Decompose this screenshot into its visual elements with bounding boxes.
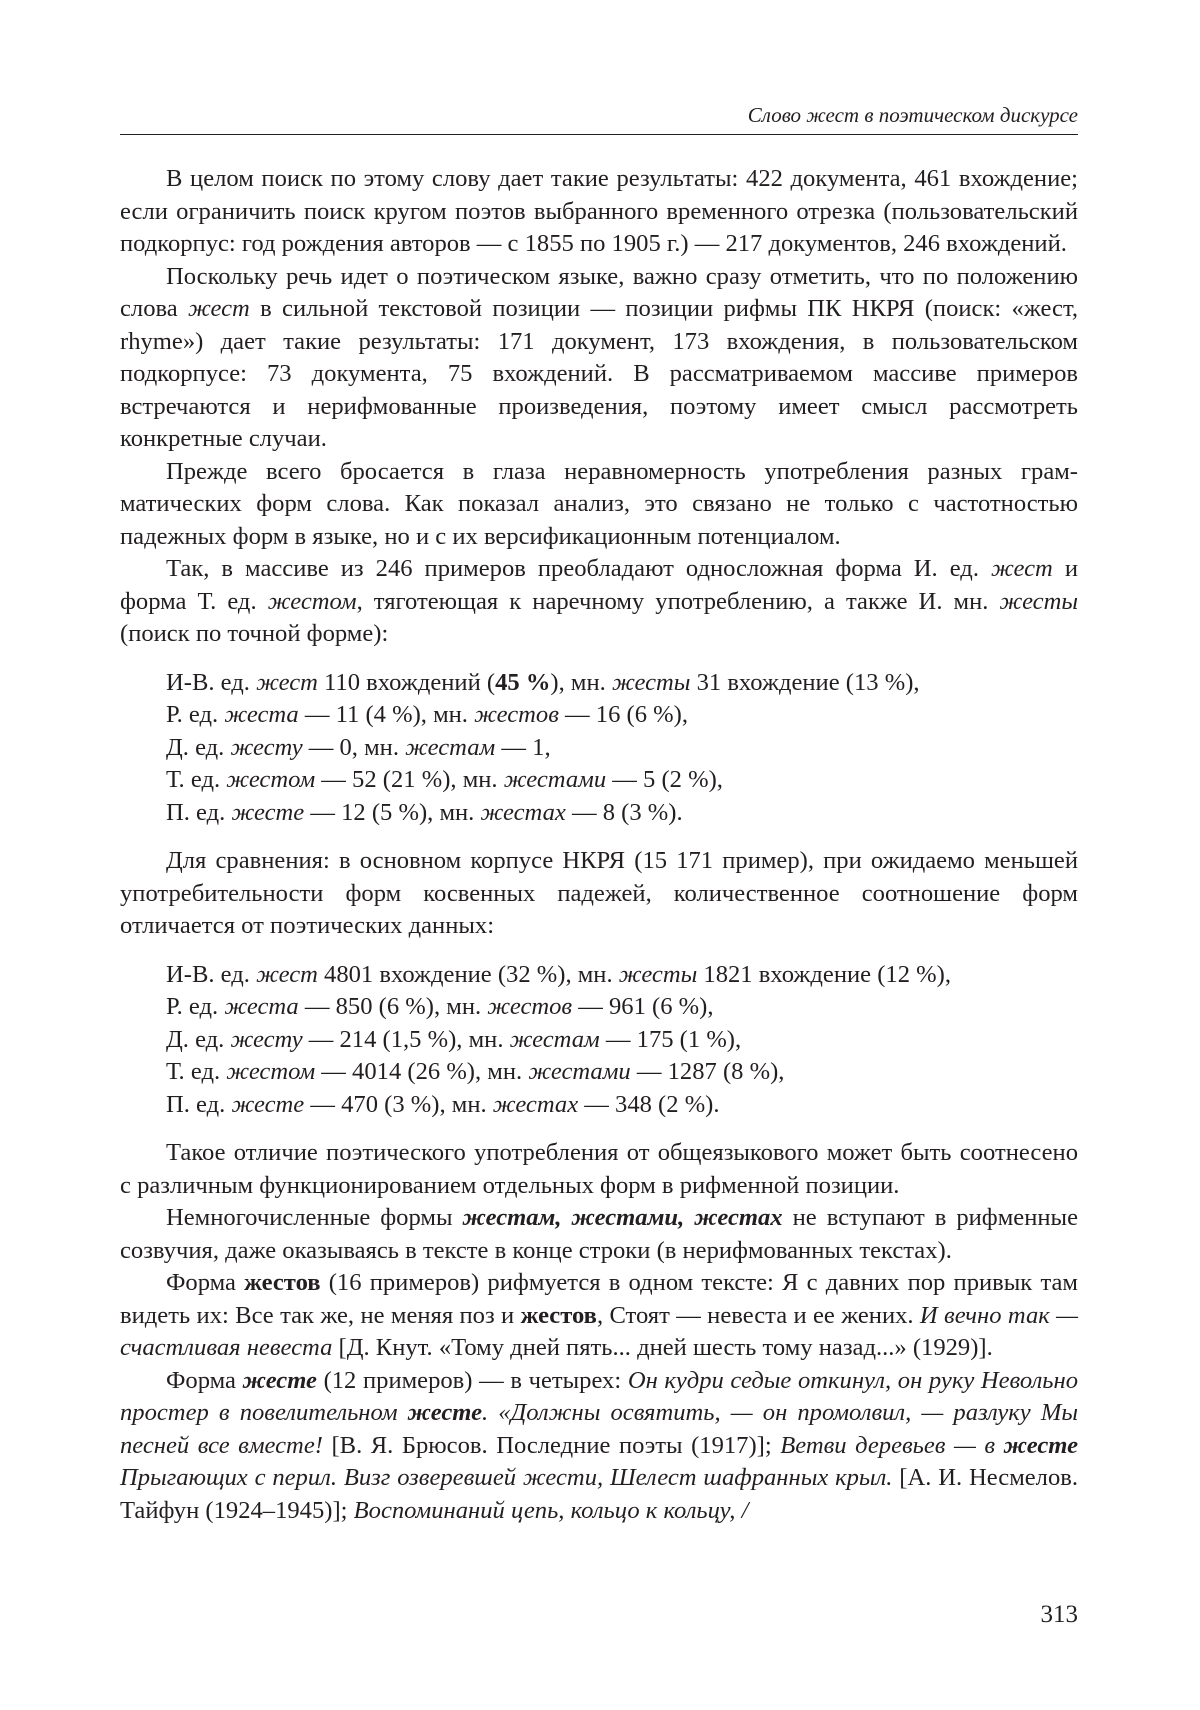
text-run: жест bbox=[256, 960, 318, 988]
text-run: П. ед. bbox=[166, 1090, 232, 1118]
list-line bbox=[166, 667, 1078, 700]
text-run: Для сравнения: в основном корпусе НКРЯ (15 171 пример), при ожидаемо меньшей употребительности форм косвенных падежей, количественное соотношение форм отличается от поэтических данных: bbox=[120, 847, 1078, 939]
text-run: (поиск по точной форме): bbox=[120, 620, 389, 647]
text-run: Форма bbox=[166, 1366, 243, 1394]
text-run: Д. ед. bbox=[166, 733, 231, 761]
text-run: жесте bbox=[231, 1090, 305, 1118]
text-run: жестов bbox=[474, 701, 559, 728]
list-line bbox=[166, 1089, 1078, 1122]
list-line bbox=[166, 732, 1078, 765]
text-run: жестом bbox=[226, 1058, 316, 1085]
text-run: Р. ед. bbox=[166, 993, 225, 1020]
list-line bbox=[166, 797, 1078, 830]
text-run: — 11 (4 %), мн. bbox=[298, 701, 475, 728]
text-run: Форма bbox=[166, 1269, 245, 1296]
text-run: жестам bbox=[405, 733, 496, 761]
text-run: , Стоят — невеста и ее жених. bbox=[596, 1301, 920, 1329]
text-run: жестам bbox=[509, 1025, 600, 1053]
paragraph-3 bbox=[120, 456, 1078, 554]
text-run: жесте bbox=[242, 1366, 317, 1394]
header-rule bbox=[120, 134, 1078, 135]
text-run: — 4014 (26 %), мн. bbox=[315, 1058, 529, 1085]
text-run: жест bbox=[990, 555, 1053, 582]
list-line bbox=[166, 1056, 1078, 1089]
text-run: жестом bbox=[267, 587, 357, 615]
text-run: . «Должны освятить, — он промолвил, — разлуку Мы песней все вместе! bbox=[120, 1399, 1078, 1459]
text-run: 31 вхождение (13 %), bbox=[690, 668, 920, 696]
text-run: Р. ед. bbox=[166, 701, 225, 728]
text-run: [Д. Кнут. «Тому дней пять... дней шесть тому назад...» (1929)]. bbox=[332, 1334, 993, 1361]
text-run: , тяготеющая к наречному употреблению, а также И. мн. bbox=[356, 587, 1000, 615]
text-run: — 348 (2 %). bbox=[578, 1090, 720, 1118]
text-run: 4801 вхождение (32 %), мн. bbox=[317, 960, 619, 988]
text-run: жестом bbox=[226, 766, 316, 793]
paragraph-6 bbox=[120, 1137, 1078, 1202]
text-run: Т. ед. bbox=[166, 1058, 227, 1085]
text-run: жест bbox=[256, 668, 318, 696]
text-run: жесту bbox=[230, 733, 303, 761]
text-run: жесты bbox=[611, 668, 691, 696]
forms-list-poetic bbox=[166, 667, 1078, 830]
text-run: жестам, жестами, жестах bbox=[462, 1204, 783, 1231]
text-run: ), мн. bbox=[550, 668, 612, 696]
text-run: И-В. ед. bbox=[166, 960, 257, 988]
text-run: жестов bbox=[244, 1269, 321, 1296]
paragraph-5 bbox=[120, 845, 1078, 943]
text-run: Д. ед. bbox=[166, 1025, 231, 1053]
text-run: Такое отличие поэтического употребления от общеязыкового может быть соотнесено с различным функционированием отдельных форм в рифменной позиции. bbox=[120, 1139, 1078, 1199]
paragraph-1 bbox=[120, 163, 1078, 261]
text-run: — 5 (2 %), bbox=[606, 766, 723, 793]
text-run: жесте bbox=[1003, 1431, 1078, 1459]
text-run: и форма Т. ед. bbox=[120, 555, 1078, 615]
text-run: жестах bbox=[492, 1090, 579, 1118]
text-run: жеста bbox=[224, 701, 299, 728]
text-run: жесты bbox=[999, 587, 1078, 615]
text-run: — 850 (6 %), мн. bbox=[298, 993, 488, 1020]
paragraph-8 bbox=[120, 1267, 1078, 1365]
list-line bbox=[166, 1024, 1078, 1057]
text-run: Немногочисленные формы bbox=[166, 1204, 463, 1231]
text-run: [А. И. Несмелов. Тайфун (1924–1945)]; bbox=[120, 1464, 1079, 1524]
paragraph-9 bbox=[120, 1365, 1078, 1528]
paragraph-7 bbox=[120, 1202, 1078, 1267]
paragraph-2 bbox=[120, 261, 1078, 456]
text-run: жесте bbox=[231, 798, 305, 826]
text-run: — 1, bbox=[495, 733, 551, 761]
text-run: Так, в массиве из 246 примеров преобладают односложная форма И. ед. bbox=[166, 555, 991, 582]
text-run: В целом поиск по этому слову дает такие результаты: 422 документа, 461 вхождение; если ограничить поиск кругом поэтов выбранного временного отрезка (пользовательский подкорпус: год рождения авторов — с 1855 по 1905 г.) — 217 документов, 246 вхождений. bbox=[120, 165, 1078, 257]
text-run: 110 вхождений ( bbox=[317, 668, 496, 696]
text-run: (16 примеров) рифмуется в одном тексте: Я с давних пор привык там видеть их: Все так же, не меняя поз и bbox=[120, 1269, 1078, 1329]
text-run: жестах bbox=[480, 798, 566, 826]
text-run: — 961 (6 %), bbox=[572, 993, 714, 1020]
text-run: [В. Я. Брюсов. Последние поэты (1917)]; bbox=[322, 1431, 781, 1459]
text-run: — 0, мн. bbox=[302, 733, 406, 761]
text-run: жестами bbox=[528, 1058, 631, 1085]
list-line bbox=[166, 991, 1078, 1024]
text-run: жесту bbox=[230, 1025, 303, 1053]
text-run: Прежде всего бросается в глаза неравномерность употребления разных грамматических форм слова. Как показал анализ, это связано не только с частотностью падежных форм в языке, но и с их версификационным потенциалом. bbox=[120, 457, 1078, 550]
list-line bbox=[166, 959, 1078, 992]
text-run: Он кудри седые откинул, он руку Невольно простер в повелительном bbox=[120, 1366, 1078, 1426]
text-run: в сильной текстовой позиции — позиции рифмы ПК НКРЯ (поиск: «жест, rhyme») дает такие результаты: 171 документ, 173 вхождения, в пользовательском подкорпусе: 73 документа, 75 вхождений. В рассматриваемом массиве примеров встречаются и нерифмованные произведения, поэтому имеет смысл рассмотреть конкретные случаи. bbox=[120, 295, 1078, 452]
text-run: — 1287 (8 %), bbox=[630, 1058, 785, 1085]
paragraph-4 bbox=[120, 553, 1078, 651]
body-text bbox=[120, 163, 1078, 1527]
text-run: жесте bbox=[407, 1399, 482, 1426]
list-line bbox=[166, 699, 1078, 732]
page-number: 313 bbox=[1040, 1601, 1078, 1628]
text-run: П. ед. bbox=[166, 798, 232, 826]
text-run: не вступают в рифменные созвучия, даже оказываясь в тексте в конце строки (в нерифмованных текстах). bbox=[120, 1204, 1078, 1264]
text-run: Ветви деревьев — в bbox=[780, 1431, 1004, 1459]
text-run: жесты bbox=[618, 960, 698, 988]
text-run: жестов bbox=[487, 993, 573, 1020]
list-line bbox=[166, 764, 1078, 797]
text-run: Воспоминаний цепь, кольцо к кольцу, / bbox=[353, 1496, 749, 1524]
text-run: — 8 (3 %). bbox=[565, 798, 683, 826]
text-run: — 52 (21 %), мн. bbox=[315, 766, 504, 793]
text-run: жестов bbox=[520, 1301, 597, 1329]
text-run: — 16 (6 %), bbox=[558, 701, 688, 728]
text-run: И-В. ед. bbox=[166, 668, 257, 696]
text-run: (12 примеров) — в четырех: bbox=[316, 1366, 628, 1394]
text-run: — 175 (1 %), bbox=[599, 1025, 742, 1053]
text-run: Прыгающих с перил. Визг озверевшей жести, Шелест шафранных крыл. bbox=[120, 1464, 893, 1491]
forms-list-main-corpus bbox=[166, 959, 1078, 1122]
running-head: Слово жест в поэтическом дискурсе bbox=[747, 103, 1078, 127]
text-run: жестами bbox=[503, 766, 607, 793]
text-run: жеста bbox=[224, 993, 299, 1020]
text-run: — 12 (5 %), мн. bbox=[304, 798, 481, 826]
text-run: Поскольку речь идет о поэтическом языке, важно сразу отметить, что по положению слова bbox=[120, 262, 1078, 322]
text-run: 1821 вхождение (12 %), bbox=[697, 960, 951, 988]
text-run: Т. ед. bbox=[166, 766, 227, 793]
text-run: 45 % bbox=[495, 668, 551, 696]
text-run: И вечно так — счастливая невеста bbox=[120, 1301, 1078, 1361]
text-run: — 470 (3 %), мн. bbox=[304, 1090, 493, 1118]
text-run: жест bbox=[188, 295, 250, 322]
text-run: — 214 (1,5 %), мн. bbox=[302, 1025, 510, 1053]
